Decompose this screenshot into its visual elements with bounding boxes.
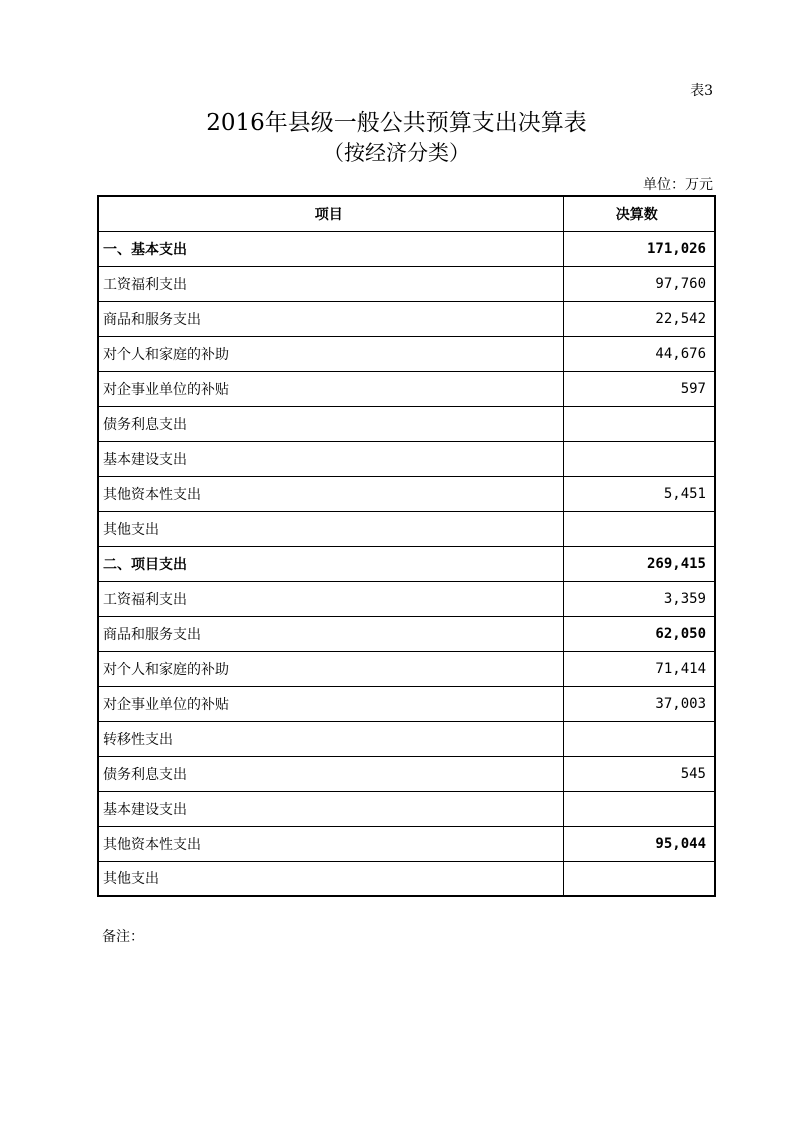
row-value: 97,760	[563, 266, 715, 301]
row-item-label: 对企事业单位的补贴	[98, 686, 563, 721]
table-row	[98, 861, 715, 896]
table-row	[98, 721, 715, 756]
row-item-label: 工资福利支出	[98, 581, 563, 616]
row-item-label: 二、项目支出	[98, 546, 563, 581]
row-value: 171,026	[563, 231, 715, 266]
unit-label: 单位：万元	[643, 177, 713, 193]
row-value: 62,050	[563, 616, 715, 651]
row-value: 597	[563, 371, 715, 406]
table-row	[98, 581, 715, 616]
table-row	[98, 546, 715, 581]
budget-table	[97, 195, 716, 897]
row-value: 3,359	[563, 581, 715, 616]
row-item-label: 其他支出	[98, 511, 563, 546]
row-item-label: 商品和服务支出	[98, 301, 563, 336]
row-item-label: 其他资本性支出	[98, 476, 563, 511]
note-label: 备注：	[102, 929, 144, 945]
row-value	[563, 441, 715, 476]
column-header-value: 决算数	[563, 196, 715, 231]
row-item-label: 其他资本性支出	[98, 826, 563, 861]
row-item-label: 对企事业单位的补贴	[98, 371, 563, 406]
row-value: 95,044	[563, 826, 715, 861]
row-value	[563, 721, 715, 756]
row-item-label: 工资福利支出	[98, 266, 563, 301]
table-row	[98, 686, 715, 721]
row-item-label: 转移性支出	[98, 721, 563, 756]
row-item-label: 其他支出	[98, 861, 563, 896]
row-item-label: 基本建设支出	[98, 791, 563, 826]
table-row	[98, 511, 715, 546]
row-value: 22,542	[563, 301, 715, 336]
row-value	[563, 861, 715, 896]
table-row	[98, 616, 715, 651]
row-value: 44,676	[563, 336, 715, 371]
table-row	[98, 231, 715, 266]
row-value	[563, 406, 715, 441]
table-row	[98, 266, 715, 301]
table-row	[98, 441, 715, 476]
document-subtitle: （按经济分类）	[323, 141, 470, 165]
column-header-item: 项目	[98, 196, 563, 231]
row-item-label: 基本建设支出	[98, 441, 563, 476]
row-value: 37,003	[563, 686, 715, 721]
table-header-row	[98, 196, 715, 231]
table-row	[98, 371, 715, 406]
row-value	[563, 791, 715, 826]
table-row	[98, 406, 715, 441]
table-body	[98, 231, 715, 896]
table-row	[98, 651, 715, 686]
row-value: 545	[563, 756, 715, 791]
row-value: 71,414	[563, 651, 715, 686]
table-row	[98, 756, 715, 791]
table-row	[98, 336, 715, 371]
table-row	[98, 791, 715, 826]
row-value	[563, 511, 715, 546]
row-item-label: 债务利息支出	[98, 406, 563, 441]
table-row	[98, 826, 715, 861]
table-row	[98, 301, 715, 336]
row-value: 269,415	[563, 546, 715, 581]
row-value: 5,451	[563, 476, 715, 511]
row-item-label: 债务利息支出	[98, 756, 563, 791]
row-item-label: 一、基本支出	[98, 231, 563, 266]
table-number-label: 表3	[690, 83, 713, 99]
row-item-label: 商品和服务支出	[98, 616, 563, 651]
document-title: 2016年县级一般公共预算支出决算表	[206, 110, 587, 136]
row-item-label: 对个人和家庭的补助	[98, 651, 563, 686]
row-item-label: 对个人和家庭的补助	[98, 336, 563, 371]
table-row	[98, 476, 715, 511]
